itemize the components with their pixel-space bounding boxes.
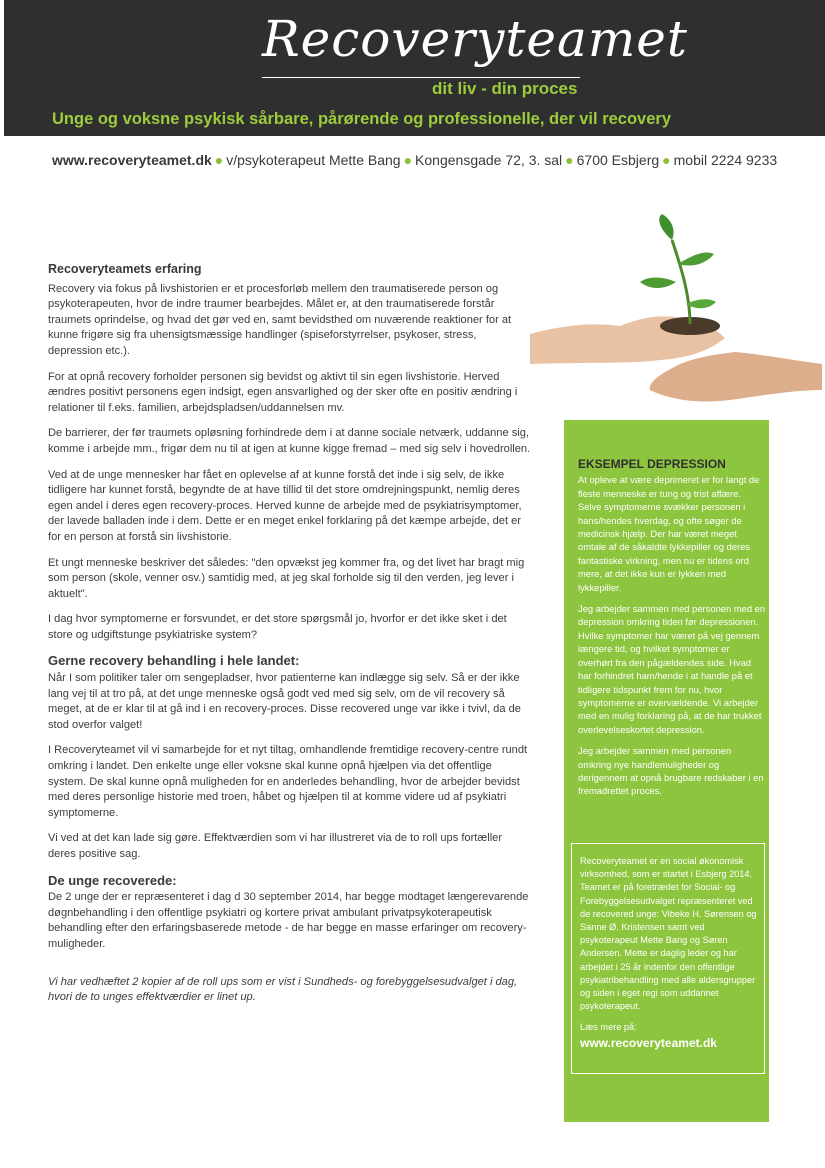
sidebar-paragraph: Jeg arbejder sammen med personen med en depression omkring tiden før depressionen. Hvilke symptomer har været på vej gennem længere tid, og hvilket symptomer er overhørt fra den pågældendes side. Hvad har forhindret ham/hende i at handle på et tidligere tidspunkt frem for nu, hvor symptomerne er overvældende. Vi arbejder med en mulig forklaring på, at de har trukket overlevelseskortet depression. bbox=[578, 603, 766, 735]
sidebar-content bbox=[578, 458, 766, 806]
contact-address: Kongensgade 72, 3. sal bbox=[415, 152, 563, 168]
sidebar-paragraph: At opleve at være deprimeret er for langt de fleste menneske er tung og trist affære. Selve symptomerne svækker personen i hans/hendes hverdag, og ofte søger de medicinsk hjælp. Der har været meget omtale af de såkaldte lykkepiller og deres fantastiske virkning, men nu er tidens ord mere, at det ikke kun er lykken med lykkepiller. bbox=[578, 474, 760, 593]
sidebar-heading: EKSEMPEL DEPRESSION bbox=[578, 457, 726, 471]
sidebar-website-link[interactable]: www.recoveryteamet.dk bbox=[580, 1035, 717, 1050]
bullet-icon: ● bbox=[662, 152, 671, 168]
contact-name: v/psykoterapeut Mette Bang bbox=[226, 152, 401, 168]
sidebar-info-text bbox=[580, 855, 760, 1050]
contact-phone: mobil 2224 9233 bbox=[673, 152, 778, 168]
article-paragraph: De barrierer, der før traumets opløsning forhindrede dem i at danne sociale netværk, uddanne sig, komme i arbejde mm., frigør dem nu til at igen at kunne kigge fremad – med sig selv i hovedrollen. bbox=[48, 427, 531, 455]
tagline: Unge og voksne psykisk sårbare, pårørende og professionelle, der vil recovery bbox=[52, 110, 671, 128]
article-paragraph: Når I som politiker taler om sengepladser, hvor patienterne kan indlægge sig selv. Så er der ikke lang vej til at tro på, at det unge menneske også godt ved med sig selv, om de vil recovery så meget, at de er klar til at gå ind i en recovery-proces. Disse recovered unge var ikke i tvivl, da de stod overfor valget! bbox=[48, 672, 521, 731]
bullet-icon: ● bbox=[214, 152, 224, 168]
article-paragraph: Et ungt menneske beskriver det således: "den opvækst jeg kommer fra, og det livet har bragt mig som person (skole, venner osv.) samtidig med, at jeg skal forholde sig til den verden, jeg lever i aktuelt". bbox=[48, 556, 525, 600]
article bbox=[48, 262, 532, 1016]
bullet-icon: ● bbox=[403, 152, 413, 168]
section-heading: Gerne recovery behandling i hele landet: bbox=[48, 653, 300, 669]
logo-underline bbox=[262, 77, 580, 78]
read-more-label: Læs mere på: bbox=[580, 1022, 637, 1033]
bullet-icon: ● bbox=[565, 152, 574, 168]
article-paragraph: I dag hvor symptomerne er forsvundet, er det store spørgsmål jo, hvorfor er det ikke sket i det store og udgiftstunge psykiatriske system? bbox=[48, 613, 507, 641]
info-paragraph: Recoveryteamet er en social økonomisk virksomhed, som er startet i Esbjerg 2014. Teamet er på foretrædet for Social- og Forebyggelsesudvalget repræsenteret ved de recovered unge: Vibeke H. Sørensen og Sanne Ø. Kristensen samt ved psykoterapeut Mette Bang og Søren Andersen. Mette er daglig leder og har arbejdet i 25 år indenfor den offentlige psykiatribehandling med alle aldersgrupper og siden i eget regi som uddannet psykoterapeut. bbox=[580, 856, 757, 1012]
article-paragraph: De 2 unge der er repræsenteret i dag d 30 september 2014, har begge modtaget længerevarende døgnbehandling i den offentlige psykiatri og kortere privat ambulant privatpsykoterapeutisk behandling efter den erfaringsbaserede metode - de har begge en masse erfaringer om recovery-muligheder. bbox=[48, 891, 529, 950]
article-paragraph: Ved at de unge mennesker har fået en oplevelse af at kunne forstå det inde i sig selv, de ikke tidligere har kunnet forstå, begyndte de at have tillid til det store omdrejningspunkt, nemlig deres egen andel i deres egen recovery-proces. Herved kunne de arbejde med de psykiatrisymptomer, der lavede balladen inde i dem. Dette er en meget enkel forklaring på det kæmpe arbejde, det er for en person at forstå sin livshistorie. bbox=[48, 468, 522, 543]
logo: Recoveryteamet bbox=[262, 10, 688, 68]
hands-plant-illustration bbox=[530, 214, 822, 434]
article-paragraph: For at opnå recovery forholder personen sig bevidst og aktivt til sin egen livshistorie. Herved ændres positivt personens egen indsigt, egen ansvarlighed og der sker ofte en positiv ændring i relationer til f.eks. familien, arbejdspladsen/uddannelsen mv. bbox=[48, 370, 518, 414]
logo-subtitle: dit liv - din proces bbox=[432, 79, 578, 98]
article-heading: Recoveryteamets erfaring bbox=[48, 262, 202, 276]
article-paragraph: I Recoveryteamet vil vi samarbejde for et nyt tiltag, omhandlende fremtidige recovery-centre rundt omkring i landet. Den enkelte unge eller voksne skal kunne opnå hjælpen via det offentlige system. De skal kunne opnå muligheden for en anderledes behandling, hvor de arbejder bevidst med deres personlige historie med troen, håbet og hjælpen til at komme videre ud af psykiatri symptomerne. bbox=[48, 744, 528, 819]
website-link[interactable]: www.recoveryteamet.dk bbox=[52, 152, 212, 168]
contact-city: 6700 Esbjerg bbox=[576, 152, 660, 168]
article-paragraph: Vi ved at det kan lade sig gøre. Effektværdien som vi har illustreret via de to roll ups fortæller deres positive sag. bbox=[48, 832, 503, 860]
contact-line bbox=[52, 152, 777, 168]
attachment-note: Vi har vedhæftet 2 kopier af de roll ups som er vist i Sundheds- og forebyggelsesudvalget i dag, hvori de to unges effektværdier er linet up. bbox=[48, 975, 518, 1004]
sidebar-paragraph: Jeg arbejder sammen med personen omkring nye handlemuligheder og derigennem at opnå brugbare redskaber i en fremadrettet proces. bbox=[578, 745, 764, 797]
article-paragraph: Recovery via fokus på livshistorien er et procesforløb mellem den traumatiserede person og psykoterapeuten, hvor de indre traumer bearbejdes. Målet er, at den traumatiserede forstår traumets oprindelse, og hvad det gør ved en, samt bevidsthed om nuværende reaktioner for at kunne frigøre sig fra uhensigtsmæssige handlinger (spiseforstyrrelser, psykoser, stress, depression etc.). bbox=[48, 282, 512, 357]
section-heading: De unge recoverede: bbox=[48, 872, 177, 888]
